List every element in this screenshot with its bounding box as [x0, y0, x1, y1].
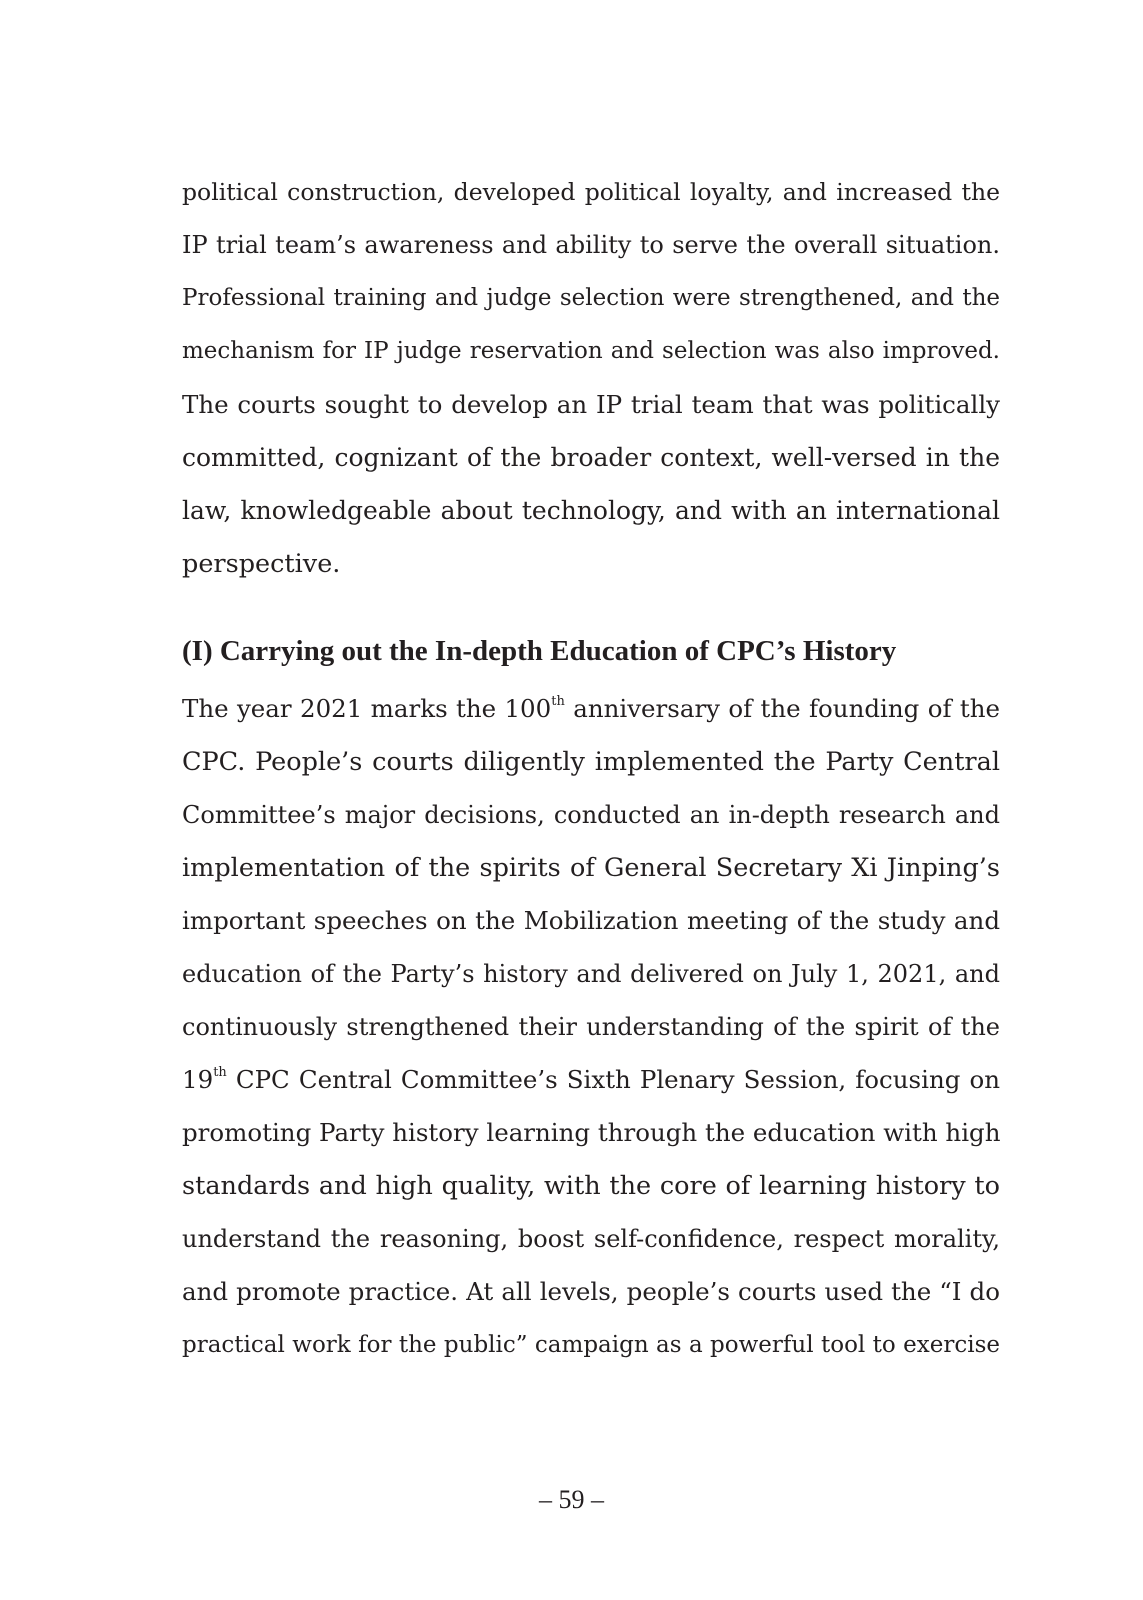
paragraph-2-line: important speeches on the Mobilization meeting of the study and: [182, 906, 1000, 935]
paragraph-1-line: committed, cognizant of the broader context, well-versed in the: [182, 443, 1000, 472]
line-text: anniversary of the founding of the: [564, 694, 1000, 723]
paragraph-2-line: promoting Party history learning through the education with high: [182, 1118, 1001, 1147]
paragraph-2-line: and promote practice. At all levels, people’s courts used the “I do: [182, 1277, 1000, 1306]
paragraph-2-line: Committee’s major decisions, conducted an in-depth research and: [182, 801, 1000, 829]
paragraph-1-line: law, knowledgeable about technology, and with an international: [182, 496, 1000, 525]
paragraph-2-line: understand the reasoning, boost self-confidence, respect morality,: [182, 1225, 1000, 1253]
paragraph-2-line: [182, 1065, 1000, 1095]
paragraph-2-line: education of the Party’s history and delivered on July 1, 2021, and: [182, 960, 1000, 988]
paragraph-1-line: mechanism for IP judge reservation and selection was also improved.: [182, 338, 1000, 364]
page-number: – 59 –: [539, 1485, 604, 1514]
paragraph-1-line: political construction, developed political loyalty, and increased the: [182, 178, 1000, 206]
superscript: th: [551, 694, 565, 709]
paragraph-2-line: continuously strengthened their understanding of the spirit of the: [182, 1013, 1000, 1041]
paragraph-1-line: perspective.: [182, 549, 341, 579]
paragraph-2-line: practical work for the public” campaign as a powerful tool to exercise: [182, 1332, 1000, 1358]
line-text: 19: [182, 1065, 214, 1094]
paragraph-2-line: [182, 694, 1000, 724]
superscript: th: [213, 1065, 227, 1080]
paragraph-2-line: CPC. People’s courts diligently implemented the Party Central: [182, 747, 1000, 777]
line-text: CPC Central Committee’s Sixth Plenary Session, focusing on: [226, 1065, 1000, 1094]
paragraph-1-line: Professional training and judge selection were strengthened, and the: [182, 285, 1000, 311]
paragraph-2-line: standards and high quality, with the core of learning history to: [182, 1171, 1000, 1201]
paragraph-1-line: The courts sought to develop an IP trial team that was politically: [182, 390, 1000, 419]
line-text: The year 2021 marks the 100: [182, 694, 552, 723]
paragraph-1-line: IP trial team’s awareness and ability to serve the overall situation.: [182, 231, 1000, 259]
paragraph-2-line: implementation of the spirits of General Secretary Xi Jinping’s: [182, 853, 1000, 883]
section-heading: (I) Carrying out the In-depth Education of CPC’s History: [182, 635, 897, 667]
